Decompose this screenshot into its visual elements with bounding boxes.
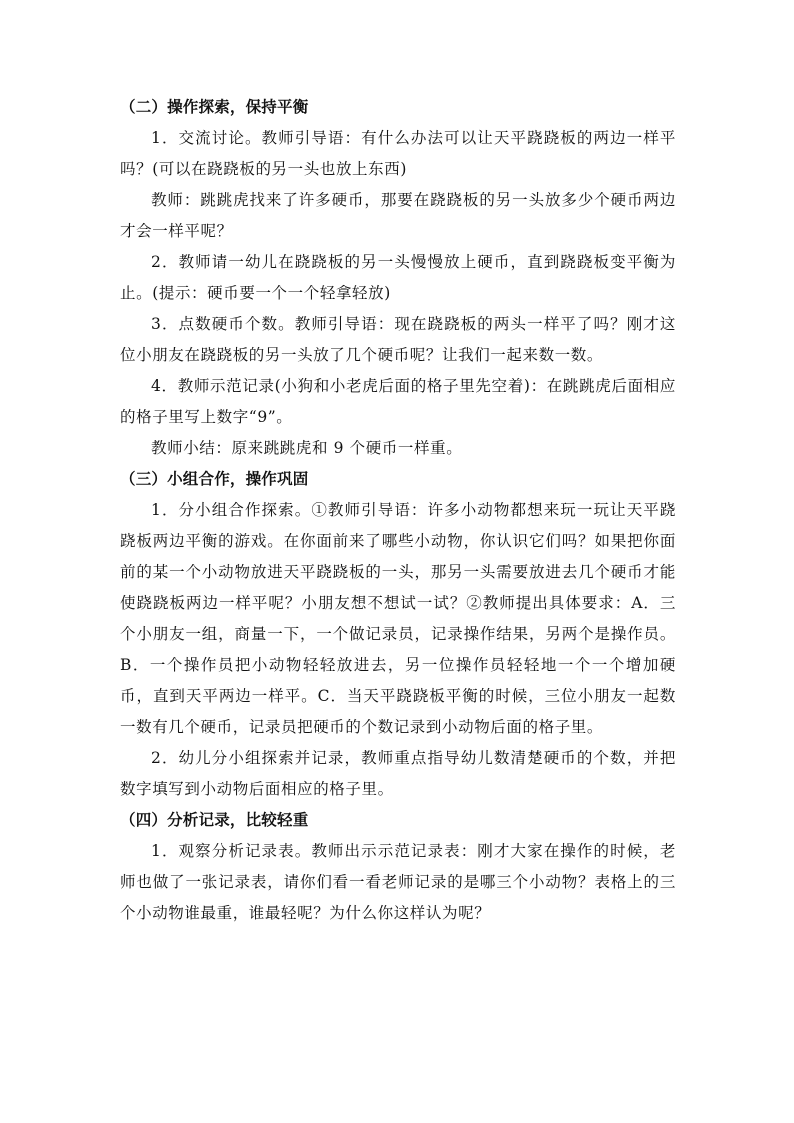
document-body — [120, 92, 676, 929]
paragraph: 1．分小组合作探索。①教师引导语：许多小动物都想来玩一玩让天平跷跷板两边平衡的游戏。在你面前来了哪些小动物，你认识它们吗？如果把你面前的某一个小动物放进天平跷跷板的一头，那另一头需要放进去几个硬币才能使跷跷板两边一样平呢？小朋友想不想试一试？②教师提出具体要求：A．三个小朋友一组，商量一下，一个做记录员，记录操作结果，另两个是操作员。B．一个操作员把小动物轻轻放进去，另一位操作员轻轻地一个一个增加硬币，直到天平两边一样平。C．当天平跷跷板平衡的时候，三位小朋友一起数一数有几个硬币，记录员把硬币的个数记录到小动物后面的格子里。 — [120, 501, 676, 736]
section-4 — [120, 805, 676, 929]
paragraph: 2．幼儿分小组探索并记录，教师重点指导幼儿数清楚硬币的个数，并把数字填写到小动物后面相应的格子里。 — [120, 749, 676, 798]
paragraph: 1．观察分析记录表。教师出示示范记录表：刚才大家在操作的时候，老师也做了一张记录表，请你们看一看老师记录的是哪三个小动物？表格上的三个小动物谁最重，谁最轻呢？为什么你这样认为呢？ — [120, 842, 676, 922]
section-heading: （四）分析记录，比较轻重 — [120, 811, 309, 829]
paragraph: 1．交流讨论。教师引导语：有什么办法可以让天平跷跷板的两边一样平吗？(可以在跷跷板的另一头也放上东西) — [120, 129, 676, 178]
paragraph: 3．点数硬币个数。教师引导语：现在跷跷板的两头一样平了吗？刚才这位小朋友在跷跷板的另一头放了几个硬币呢？让我们一起来数一数。 — [120, 315, 676, 364]
section-3 — [120, 464, 676, 805]
section-heading: （二）操作探索，保持平衡 — [120, 98, 309, 116]
paragraph: 4．教师示范记录(小狗和小老虎后面的格子里先空着)：在跳跳虎后面相应的格子里写上数字“9”。 — [120, 377, 676, 426]
section-heading: （三）小组合作，操作巩固 — [120, 470, 309, 488]
paragraph: 教师小结：原来跳跳虎和 9 个硬币一样重。 — [151, 439, 463, 457]
section-2 — [120, 92, 676, 464]
paragraph: 教师：跳跳虎找来了许多硬币，那要在跷跷板的另一头放多少个硬币两边才会一样平呢？ — [120, 191, 676, 240]
paragraph: 2．教师请一幼儿在跷跷板的另一头慢慢放上硬币，直到跷跷板变平衡为止。(提示：硬币要一个一个轻拿轻放) — [120, 253, 676, 302]
